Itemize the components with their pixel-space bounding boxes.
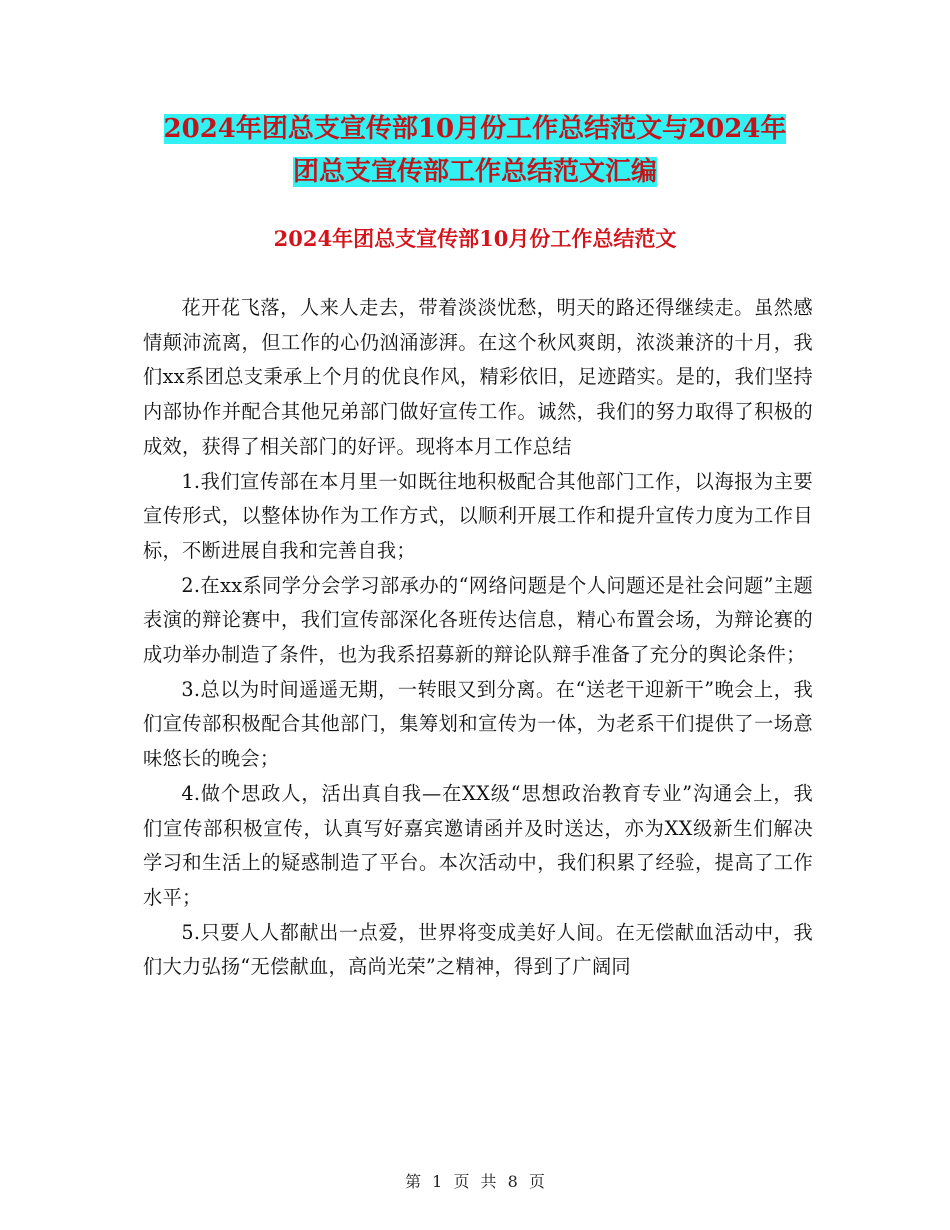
page-footer: 第 1 页 共 8 页 [405,1172,545,1191]
paragraph-intro: 花开花飞落，人来人走去，带着淡淡忧愁，明天的路还得继续走。虽然感情颠沛流离，但工作的心仍汹涌澎湃。在这个秋风爽朗，浓淡兼济的十月，我们xx系团总支秉承上个月的优良作风，精彩依旧，足迹踏实。是的，我们坚持内部协作并配合其他兄弟部门做好宣传工作。诚然，我们的努力取得了积极的成效，获得了相关部门的好评。现将本月工作总结 [143,296,813,458]
body-text [143,291,813,985]
document-title [0,108,950,194]
document-title-line-1: 2024年团总支宣传部10月份工作总结范文与2024年 [163,114,787,144]
paragraph-item-3: 3.总以为时间遥遥无期，一转眼又到分离。在“送老干迎新干”晚会上，我们宣传部积极配合其他部门，集筹划和宣传为一体，为老系干们提供了一场意味悠长的晚会； [143,677,813,771]
paragraph-item-1: 1.我们宣传部在本月里一如既往地积极配合其他部门工作，以海报为主要宣传形式，以整体协作为工作方式，以顺利开展工作和提升宣传力度为工作目标，不断进展自我和完善自我； [143,469,813,562]
section-title: 2024年团总支宣传部10月份工作总结范文 [273,226,677,251]
paragraph-item-2: 2.在xx系同学分会学习部承办的“网络问题是个人问题还是社会问题”主题表演的辩论赛中，我们宣传部深化各班传达信息，精心布置会场，为辩论赛的成功举办制造了条件，也为我系招募新的辩论队辩手准备了充分的舆论条件； [143,573,813,667]
document-title-line-2: 团总支宣传部工作总结范文汇编 [292,157,657,187]
paragraph-item-4: 4.做个思政人，活出真自我—在XX级“思想政治教育专业”沟通会上，我们宣传部积极宣传，认真写好嘉宾邀请函并及时送达，亦为XX级新生们解决学习和生活上的疑惑制造了平台。本次活动中，我们积累了经验，提高了工作水平； [143,781,813,909]
paragraph-item-5: 5.只要人人都献出一点爱，世界将变成美好人间。在无偿献血活动中，我们大力弘扬“无偿献血，高尚光荣”之精神，得到了广阔同 [143,920,813,979]
